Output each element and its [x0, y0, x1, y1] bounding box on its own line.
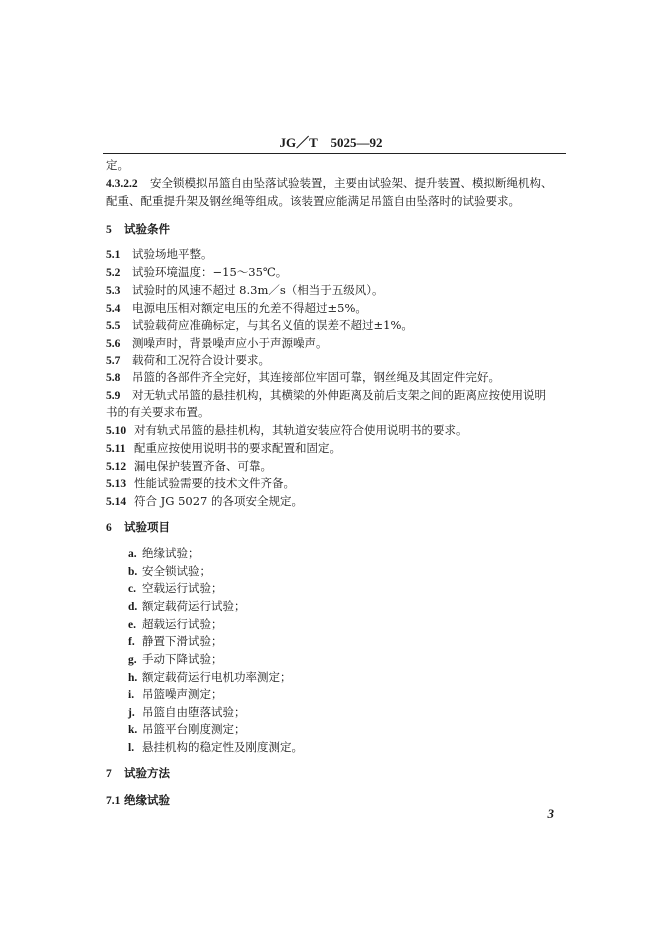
clause-5-3: 5.3 试验时的风速不超过 8.3m／s（相当于五级风）。 [106, 283, 384, 297]
section-7-heading [106, 766, 170, 781]
list-item: g. 手动下降试验； [128, 652, 223, 666]
clause-number: 4.3.2.2 [106, 178, 138, 190]
clause-text: 安全锁模拟吊篮自由坠落试验装置，主要由试验架、提升装置、模拟断绳机构、 [150, 176, 553, 190]
clause-5-4: 5.4 电源电压相对额定电压的允差不得超过±5%。 [106, 301, 367, 315]
section-6-heading [106, 520, 170, 535]
list-item: b. 安全锁试验； [128, 564, 211, 578]
clause-4-3-2-2 [106, 176, 553, 191]
clause-5-7: 5.7 载荷和工况符合设计要求。 [106, 353, 270, 367]
section-7-1-heading [106, 793, 170, 808]
header-rule [103, 153, 566, 154]
section-title: 绝缘试验 [124, 793, 170, 807]
clause-5-5: 5.5 试验载荷应准确标定，与其名义值的误差不超过±1%。 [106, 318, 413, 332]
clause-5-13: 5.13 性能试验需要的技术文件齐备。 [106, 476, 295, 490]
list-item: h. 额定载荷运行电机功率测定； [128, 670, 292, 684]
list-item: k. 吊篮平台刚度测定； [128, 722, 246, 736]
clause-4-3-2-2-cont: 配重、配重提升架及钢丝绳等组成。该装置应能满足吊篮自由坠落时的试验要求。 [106, 194, 520, 208]
clause-5-12: 5.12 漏电保护装置齐备、可靠。 [106, 459, 272, 473]
section-number: 5 [106, 224, 112, 236]
list-item: e. 超载运行试验； [128, 617, 223, 631]
list-item: a. 绝缘试验； [128, 546, 200, 560]
list-item: c. 空载运行试验； [128, 581, 223, 595]
section-number: 7 [106, 768, 112, 780]
clause-5-10: 5.10 对有轨式吊篮的悬挂机构，其轨道安装应符合使用说明书的要求。 [106, 423, 468, 437]
section-5-heading [106, 222, 170, 237]
section-title: 试验条件 [124, 222, 170, 236]
continuation-text: 定。 [106, 158, 129, 172]
section-number: 7.1 [106, 795, 121, 807]
clause-5-9-cont: 书的有关要求布置。 [106, 405, 210, 419]
standard-header: JG／T 5025—92 [279, 135, 383, 150]
list-item: f. 静置下滑试验； [128, 634, 223, 648]
clause-5-8: 5.8 吊篮的各部件齐全完好，其连接部位牢固可靠，钢丝绳及其固定件完好。 [106, 370, 500, 384]
list-item: i. 吊篮噪声测定； [128, 687, 223, 701]
section-title: 试验项目 [124, 520, 170, 534]
section-title: 试验方法 [124, 766, 170, 780]
clause-5-2: 5.2 试验环境温度：−15～35℃。 [106, 265, 288, 279]
list-item: d. 额定载荷运行试验； [128, 599, 246, 613]
clause-5-6: 5.6 测噪声时，背景噪声应小于声源噪声。 [106, 336, 328, 350]
clause-5-1: 5.1 试验场地平整。 [106, 247, 213, 261]
clause-5-11: 5.11 配重应按使用说明书的要求配置和固定。 [106, 441, 341, 455]
list-item: j. 吊篮自由堕落试验； [128, 705, 246, 719]
clause-5-9: 5.9 对无轨式吊篮的悬挂机构，其横梁的外伸距离及前后支架之间的距离应按使用说明 [106, 388, 546, 402]
page-number: 3 [547, 806, 554, 821]
clause-5-14: 5.14 符合 JG 5027 的各项安全规定。 [106, 494, 304, 508]
list-item: l. 悬挂机构的稳定性及刚度测定。 [128, 740, 303, 754]
section-number: 6 [106, 522, 112, 534]
